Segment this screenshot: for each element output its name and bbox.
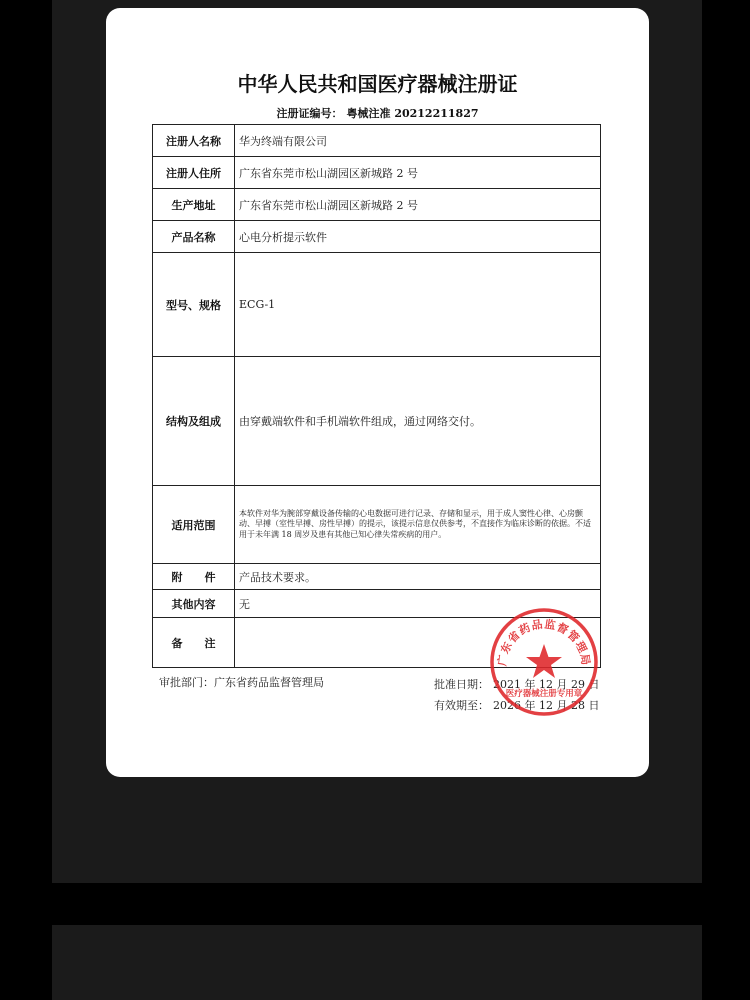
seal-star-icon	[526, 644, 562, 678]
field-label: 适用范围	[153, 486, 235, 564]
field-label: 型号、规格	[153, 253, 235, 357]
seal-arc-text: 广东省药品监督管理局	[495, 617, 593, 667]
field-label: 注册人住所	[153, 157, 235, 189]
field-label: 备 注	[153, 618, 235, 668]
official-seal-stamp	[488, 606, 600, 718]
table-row	[153, 157, 601, 189]
approver-name: 广东省药品监督管理局	[214, 676, 324, 689]
registration-line	[106, 105, 649, 121]
valid-until-date: 2026 年 12 月 28 日	[493, 699, 600, 712]
registration-label: 注册证编号：	[276, 107, 343, 120]
approver-line	[159, 674, 324, 690]
table-row	[153, 357, 601, 486]
field-label: 附 件	[153, 564, 235, 590]
field-value: 广东省东莞市松山湖园区新城路 2 号	[235, 189, 601, 221]
approval-date: 2021 年 12 月 29 日	[493, 678, 600, 691]
field-label: 注册人名称	[153, 125, 235, 157]
table-row	[153, 253, 601, 357]
table-row	[153, 189, 601, 221]
approver-label: 审批部门：	[159, 676, 214, 689]
field-label: 结构及组成	[153, 357, 235, 486]
document-title: 中华人民共和国医疗器械注册证	[237, 72, 518, 96]
table-row	[153, 221, 601, 253]
field-value: ECG-1	[235, 253, 601, 357]
field-label: 其他内容	[153, 590, 235, 618]
certificate-card	[106, 8, 649, 777]
field-value: 产品技术要求。	[235, 564, 601, 590]
field-value: 广东省东莞市松山湖园区新城路 2 号	[235, 157, 601, 189]
background-panel-lower	[52, 925, 702, 1000]
field-value: 华为终端有限公司	[235, 125, 601, 157]
field-value: 本软件对华为腕部穿戴设备传输的心电数据可进行记录、存储和显示，用于成人窦性心律、心房颤动、早搏（室性早搏、房性早搏）的提示，该提示信息仅供参考，不直接作为临床诊断的依据。不适用于未年满 18 周岁及患有其他已知心律失常疾病的用户。	[235, 486, 601, 564]
table-row	[153, 564, 601, 590]
approval-date-label: 批准日期：	[434, 678, 489, 691]
certificate-table	[152, 124, 601, 668]
table-row	[153, 486, 601, 564]
field-label: 生产地址	[153, 189, 235, 221]
field-value: 无	[235, 590, 601, 618]
valid-until-label: 有效期至：	[434, 699, 489, 712]
field-value: 由穿戴端软件和手机端软件组成，通过网络交付。	[235, 357, 601, 486]
registration-number: 粤械注准 20212211827	[346, 107, 479, 120]
field-value: 心电分析提示软件	[235, 221, 601, 253]
seal-bottom-text: 医疗器械注册专用章	[505, 689, 583, 699]
table-row	[153, 125, 601, 157]
field-label: 产品名称	[153, 221, 235, 253]
